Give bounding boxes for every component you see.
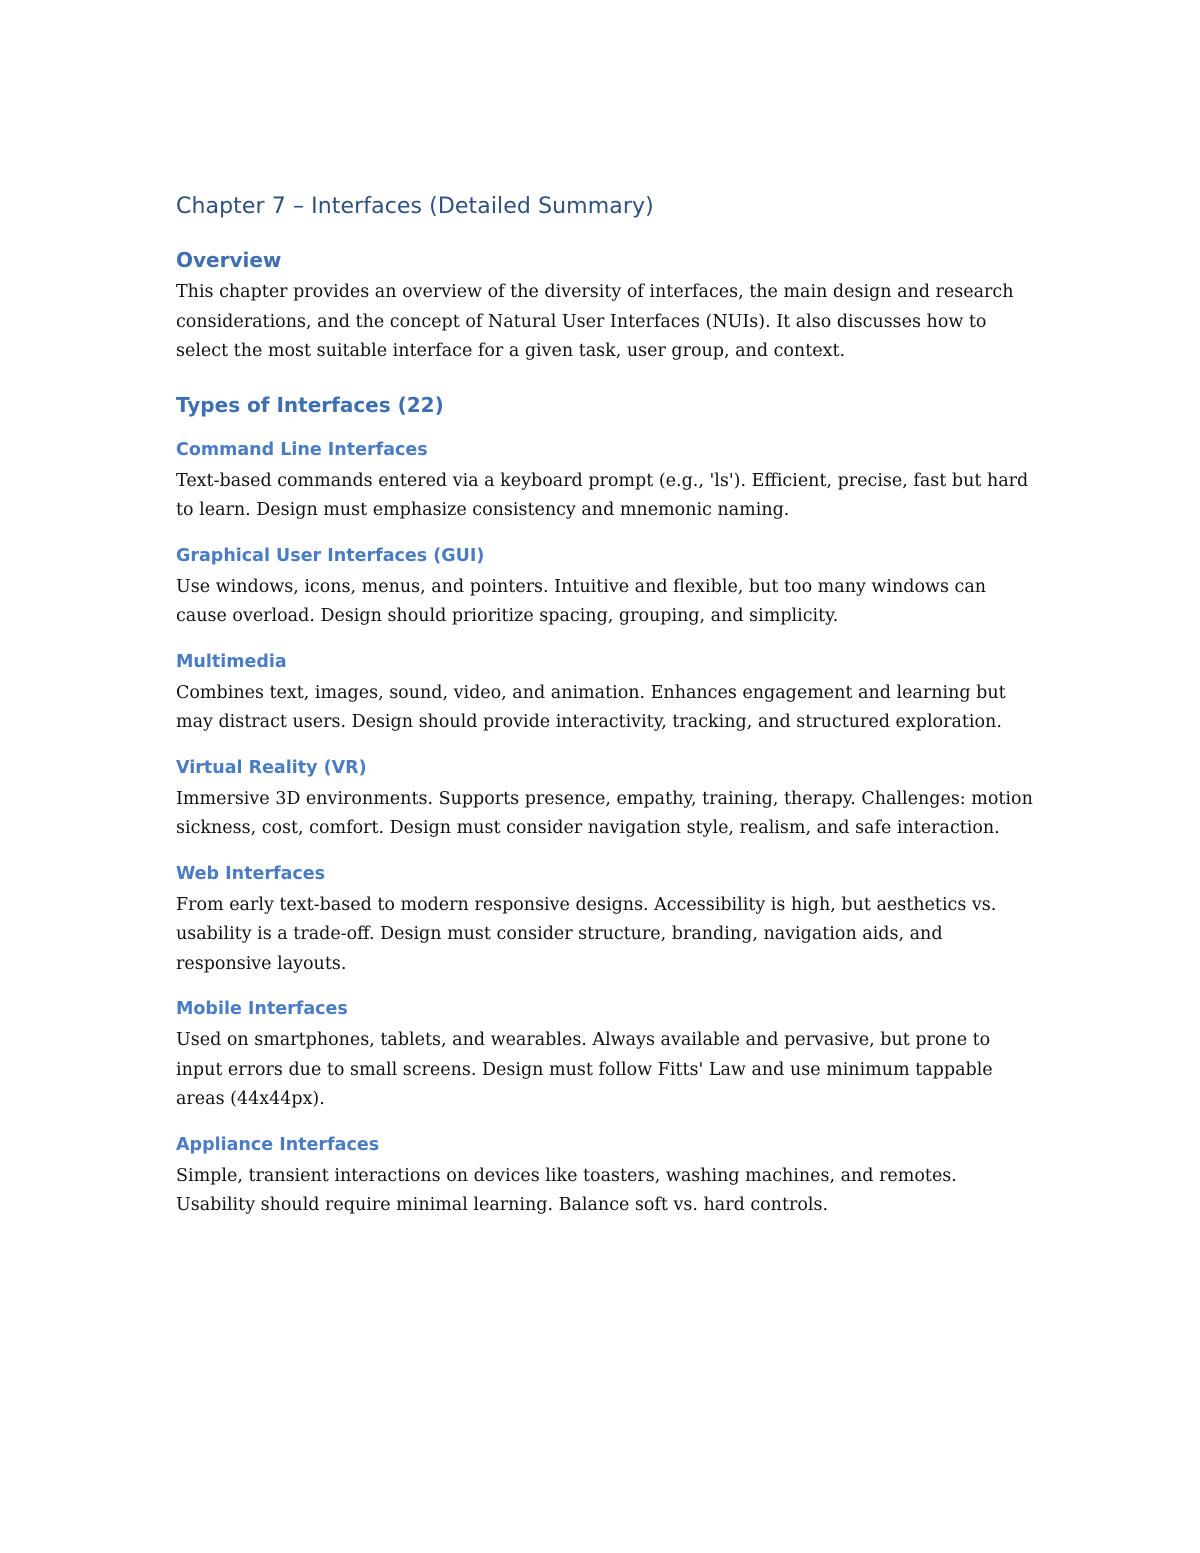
interface-type-section <box>176 861 1036 980</box>
interface-type-section <box>176 996 1036 1115</box>
interface-type-text: Use windows, icons, menus, and pointers. Intuitive and flexible, but too many windows can cause overload. Design should prioritize spacing, grouping, and simplicity. <box>176 576 987 626</box>
interface-type-heading: Mobile Interfaces <box>176 999 348 1019</box>
interface-type-text: From early text-based to modern responsive designs. Accessibility is high, but aesthetics vs. usability is a trade-off. Design must consider structure, branding, navigation aids, and responsive layouts. <box>176 894 997 974</box>
interface-type-section <box>176 437 1036 526</box>
interface-type-section <box>176 1132 1036 1221</box>
types-section <box>176 391 1036 1221</box>
interface-type-section <box>176 649 1036 738</box>
interface-type-heading: Graphical User Interfaces (GUI) <box>176 545 485 566</box>
interface-type-text: Used on smartphones, tablets, and wearables. Always available and pervasive, but prone to input errors due to small screens. Design must follow Fitts' Law and use minimum tappable areas (44x44px). <box>176 1030 993 1109</box>
interface-type-text: Immersive 3D environments. Supports presence, empathy, training, therapy. Challenges: motion sickness, cost, comfort. Design must consider navigation style, realism, and safe interaction. <box>176 788 1033 838</box>
interface-type-section <box>176 543 1036 632</box>
interface-type-heading: Web Interfaces <box>176 863 326 884</box>
overview-heading: Overview <box>176 248 282 272</box>
interface-type-text: Simple, transient interactions on devices like toasters, washing machines, and remotes. Usability should require minimal learning. Balance soft vs. hard controls. <box>176 1165 957 1215</box>
document-page <box>176 190 1036 1238</box>
interface-type-heading: Multimedia <box>176 651 287 672</box>
interface-type-text: Text-based commands entered via a keyboard prompt (e.g., 'ls'). Efficient, precise, fast but hard to learn. Design must emphasize consistency and mnemonic naming. <box>176 470 1029 520</box>
interface-type-heading: Command Line Interfaces <box>176 439 428 460</box>
types-heading: Types of Interfaces (22) <box>176 392 444 417</box>
interface-type-section <box>176 755 1036 844</box>
overview-section <box>176 246 1036 367</box>
interface-type-text: Combines text, images, sound, video, and animation. Enhances engagement and learning but may distract users. Design should provide interactivity, tracking, and structured exploration. <box>176 682 1006 732</box>
interface-type-heading: Appliance Interfaces <box>176 1134 380 1155</box>
document-title: Chapter 7 – Interfaces (Detailed Summary) <box>176 194 654 219</box>
overview-text: This chapter provides an overview of the diversity of interfaces, the main design and research considerations, and the concept of Natural User Interfaces (NUIs). It also discusses how to select the most suitable interface for a given task, user group, and context. <box>176 282 1014 361</box>
interface-type-heading: Virtual Reality (VR) <box>176 757 367 778</box>
